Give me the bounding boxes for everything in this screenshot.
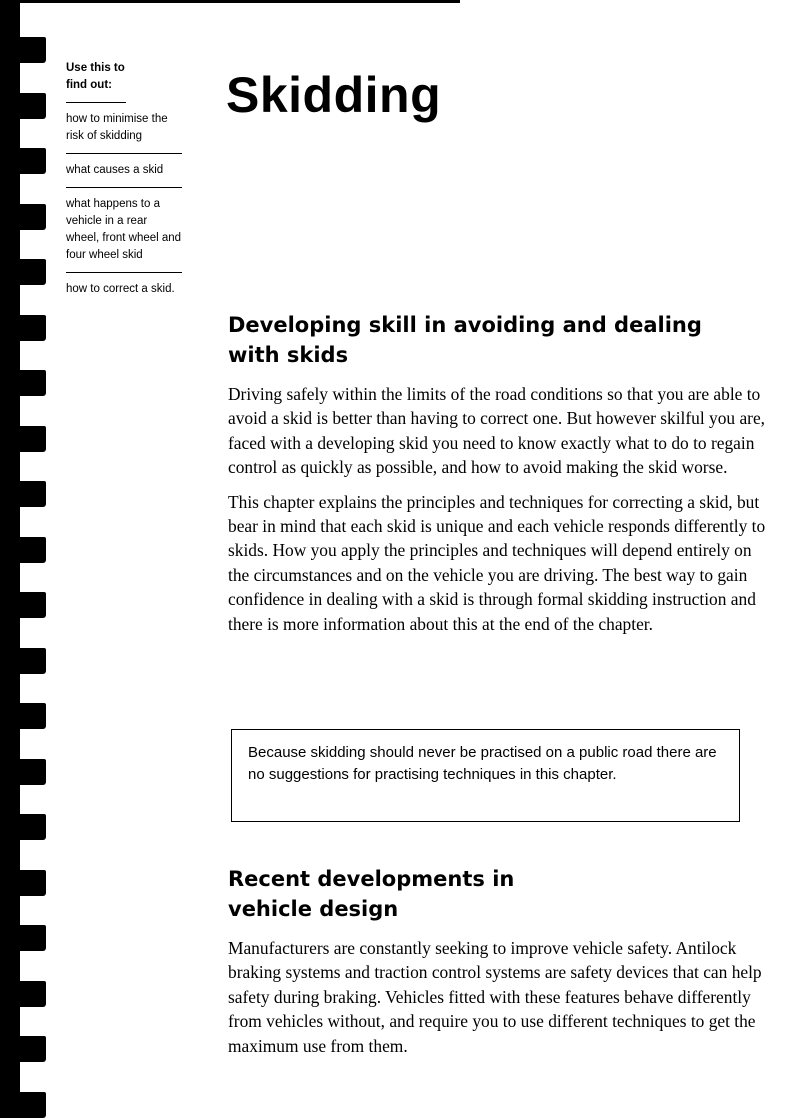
- sidebar-heading: Use this to find out:: [66, 60, 126, 103]
- binding-tab: [0, 259, 46, 285]
- paragraph: Manufacturers are constantly seeking to improve vehicle safety. Antilock braking systems and traction control systems are safety devices that can help safety during braking. Vehicles fitted with these features behave differently from vehicles without, and require you to use different techniques to get the maximum use from them.: [228, 938, 762, 1056]
- binding-tab: [0, 1036, 46, 1062]
- section-developing-skill: [228, 310, 768, 646]
- binding-tab: [0, 148, 46, 174]
- binding-tab: [0, 1092, 46, 1118]
- sidebar-item: what happens to a vehicle in a rear wheel, front wheel and four wheel skid: [66, 196, 182, 273]
- sidebar-item: how to minimise the risk of skidding: [66, 111, 182, 154]
- sidebar-item: how to correct a skid.: [66, 283, 175, 295]
- binding-tab: [0, 925, 46, 951]
- binding-tab: [0, 93, 46, 119]
- sidebar-item: what causes a skid: [66, 162, 182, 188]
- paragraph: This chapter explains the principles and techniques for correcting a skid, but bear in mind that each skid is unique and each vehicle responds differently to skids. How you apply the principles and techniques will depend entirely on the circumstances and on the vehicle you are driving. The best way to gain confidence in dealing with a skid is through formal skidding instruction and there is more information about this at the end of the chapter.: [228, 491, 766, 634]
- binding-tab: [0, 204, 46, 230]
- binding-tab: [0, 981, 46, 1007]
- binding-tab: [0, 481, 46, 507]
- section-heading: Recent developments in vehicle design: [228, 867, 515, 921]
- section-recent-developments: [228, 864, 768, 1068]
- binding-tab: [0, 370, 46, 396]
- binding-tab: [0, 870, 46, 896]
- top-edge-line: [20, 0, 460, 3]
- page-title: Skidding: [226, 67, 442, 123]
- binding-tab: [0, 315, 46, 341]
- binding-tab: [0, 537, 46, 563]
- sidebar-contents: [66, 60, 182, 314]
- binding-tab: [0, 759, 46, 785]
- note-box: Because skidding should never be practised on a public road there are no suggestions for practising techniques in this chapter.: [231, 729, 740, 822]
- binding-tab: [0, 814, 46, 840]
- binding-tab: [0, 426, 46, 452]
- section-heading: Developing skill in avoiding and dealing with skids: [228, 313, 702, 367]
- binding-tab: [0, 37, 46, 63]
- paragraph: Driving safely within the limits of the road conditions so that you are able to avoid a skid is better than having to correct one. But however skilful you are, faced with a developing skid you need to know exactly what to do to regain control as quickly as possible, and how to avoid making the skid worse.: [228, 384, 766, 478]
- binding-tab: [0, 703, 46, 729]
- binding-tab: [0, 592, 46, 618]
- binding-tab: [0, 648, 46, 674]
